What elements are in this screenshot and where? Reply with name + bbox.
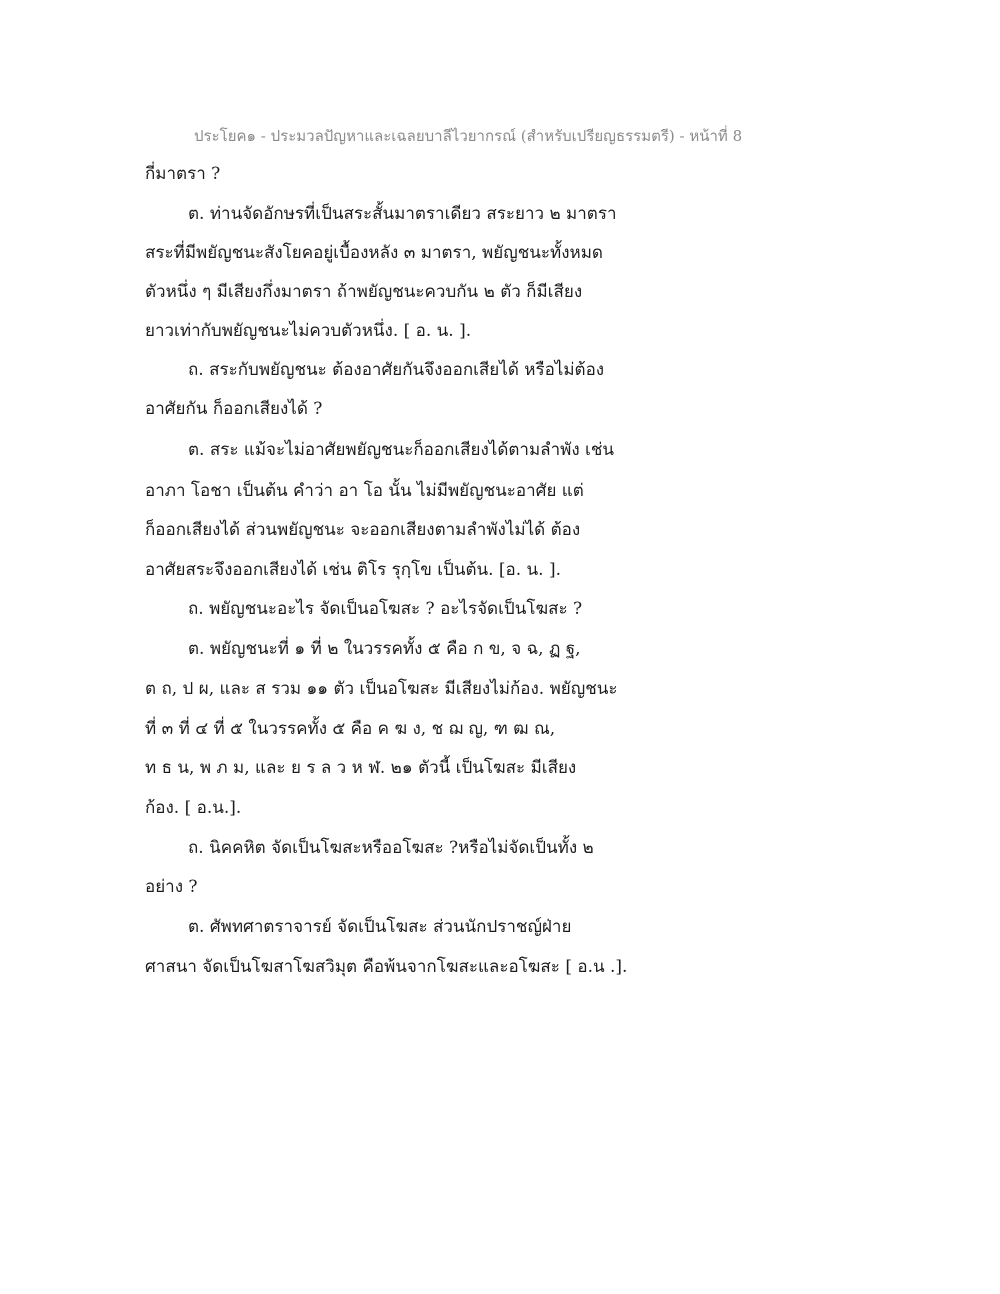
body-line: อย่าง ? [145, 877, 198, 897]
body-line: ถ. นิคคหิต จัดเป็นโฆสะหรืออโฆสะ ?หรือไม่จัดเป็นทั้ง ๒ [188, 838, 594, 858]
body-line: ต. ศัพทศาตราจารย์ จัดเป็นโฆสะ ส่วนนักปราชญ์ฝ่าย [188, 917, 572, 937]
body-line: ศาสนา จัดเป็นโฆสาโฆสวิมุต คือพ้นจากโฆสะและอโฆสะ [ อ.น .]. [145, 957, 628, 977]
body-line: ยาวเท่ากับพยัญชนะไม่ควบตัวหนึ่ง. [ อ. น. ]. [145, 321, 472, 341]
body-line: ต. พยัญชนะที่ ๑ ที่ ๒ ในวรรคทั้ง ๕ คือ ก ข, จ ฉ, ฏ ฐ, [188, 639, 581, 659]
body-line: กี่มาตรา ? [145, 164, 221, 184]
body-line: ต. ท่านจัดอักษรที่เป็นสระสั้นมาตราเดียว สระยาว ๒ มาตรา [188, 204, 617, 224]
body-line: ถ. พยัญชนะอะไร จัดเป็นอโฆสะ ? อะไรจัดเป็นโฆสะ ? [188, 599, 583, 619]
body-line: ต ถ, ป ผ, และ ส รวม ๑๑ ตัว เป็นอโฆสะ มีเสียงไม่ก้อง. พยัญชนะ [145, 679, 618, 699]
page-header: ประโยค๑ - ประมวลปัญหาและเฉลยบาลีไวยากรณ์ (สำหรับเปรียญธรรมตรี) - หน้าที่ 8 [194, 127, 743, 145]
body-line: สระที่มีพยัญชนะสังโยคอยู่เบื้องหลัง ๓ มาตรา, พยัญชนะทั้งหมด [145, 243, 603, 263]
body-line: ท ธ น, พ ภ ม, และ ย ร ล ว ห ฬ. ๒๑ ตัวนี้ เป็นโฆสะ มีเสียง [145, 758, 577, 778]
body-line: อาภา โอชา เป็นต้น คำว่า อา โอ นั้น ไม่มีพยัญชนะอาศัย แต่ [145, 481, 584, 501]
body-line: ตัวหนึ่ง ๆ มีเสียงกึ่งมาตรา ถ้าพยัญชนะควบกัน ๒ ตัว ก็มีเสียง [145, 282, 583, 302]
body-line: ก็ออกเสียงได้ ส่วนพยัญชนะ จะออกเสียงตามลำพังไม่ได้ ต้อง [145, 520, 581, 540]
body-line: อาศัยกัน ก็ออกเสียงได้ ? [145, 399, 323, 419]
body-line: ถ. สระกับพยัญชนะ ต้องอาศัยกันจึงออกเสียได้ หรือไม่ต้อง [188, 360, 605, 380]
body-line: ต. สระ แม้จะไม่อาศัยพยัญชนะก็ออกเสียงได้ตามลำพัง เช่น [188, 440, 615, 460]
body-line: ก้อง. [ อ.น.]. [145, 798, 242, 818]
body-line: ที่ ๓ ที่ ๔ ที่ ๕ ในวรรคทั้ง ๕ คือ ค ฆ ง, ช ฌ ญ, ฑ ฒ ณ, [145, 719, 556, 739]
body-line: อาศัยสระจึงออกเสียงได้ เช่น ติโร รุกฺโข เป็นต้น. [อ. น. ]. [145, 560, 562, 580]
